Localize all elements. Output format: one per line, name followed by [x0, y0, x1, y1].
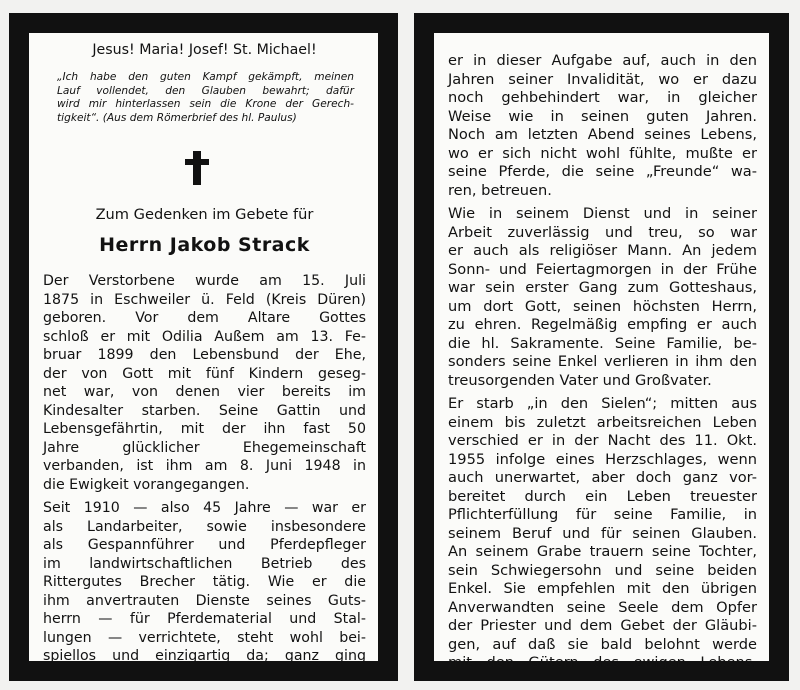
text-line: Rittergutes Brecher tätig. Wie er die — [43, 574, 366, 590]
text-line: Pflichterfüllung für seine Familie, in — [448, 506, 757, 523]
quote-line: tigkeit“. (Aus dem Römerbrief des hl. Paulus) — [57, 111, 297, 124]
quote-line: wird mir hinterlassen sein die Krone der Gerech- — [57, 98, 354, 110]
text-line: ren, betreuen. — [448, 181, 552, 199]
text-line: Sonn- und Feiertagmorgen in der Frühe — [448, 260, 757, 278]
text-line: Jahren seiner Invalidität, wo er dazu — [448, 70, 757, 88]
left-page — [29, 33, 378, 664]
text-line: die Ewigkeit vorangegangen. — [43, 476, 250, 493]
text-line: der von Gott mit fünf Kindern geseg- — [43, 365, 366, 382]
text-line: herrn — für Pferdematerial und Stal- — [43, 611, 366, 627]
text-line: als Landarbeiter, sowie insbesondere — [43, 518, 366, 535]
text-line: er in dieser Aufgabe auf, auch in den — [448, 52, 757, 69]
left-page-border — [9, 13, 398, 681]
text-line: war sein erster Gang zum Gotteshaus, — [448, 279, 757, 296]
text-line: zu ehren. Regelmäßig empfing er auch — [448, 316, 757, 333]
text-line: die hl. Sakramente. Seine Familie, be- — [448, 334, 757, 352]
text-line: bruar 1899 den Lebensbund der Ehe, — [43, 347, 366, 363]
text-line: bereitet durch ein Leben treuester — [448, 487, 757, 505]
quote-line: „Ich habe den guten Kampf gekämpft, meinen — [57, 71, 354, 83]
right-page — [434, 33, 769, 671]
text-line: Noch am letzten Abend seines Lebens, — [448, 126, 757, 143]
text-line: seine Pferde, die seine „Freunde“ wa- — [448, 163, 757, 180]
text-line: einem bis zuletzt arbeitsreichen Leben — [448, 413, 757, 431]
text-line: ihm anvertrauten Dienste seines Guts- — [43, 592, 366, 609]
text-line: Lebensgefährtin, mit der ihn fast 50 — [43, 421, 366, 437]
text-line: treusorgenden Vater und Großvater. — [448, 371, 712, 389]
text-line: auch unerwartet, aber doch ganz vor- — [448, 469, 757, 486]
text-line: spiellos und einzigartig da; ganz ging — [43, 648, 366, 664]
text-line: 1875 in Eschweiler ü. Feld (Kreis Düren) — [43, 291, 366, 308]
text-line: lungen — verrichtete, steht wohl bei- — [43, 629, 366, 646]
text-line: verschied er in der Nacht des 11. Okt. — [448, 432, 757, 449]
text-line: Seit 1910 — also 45 Jahre — war er — [43, 500, 366, 516]
text-line: Der Verstorbene wurde am 15. Juli — [43, 273, 366, 289]
text-line: verbanden, ist ihm am 8. Juni 1948 in — [43, 458, 366, 474]
text-line: sonders seine Enkel verlieren in ihm den — [448, 353, 757, 370]
text-line: gen, auf daß sie bald belohnt werde — [448, 635, 757, 653]
text-line: net war, von denen vier bereits im — [43, 384, 366, 400]
text-line: Arbeit zuverlässig und treu, so war — [448, 223, 757, 241]
text-line: 1955 infolge eines Herzschlages, wenn — [448, 450, 757, 468]
text-line: im landwirtschaftlichen Betrieb des — [43, 555, 366, 572]
text-line: um dort Gott, seinen höchsten Herrn, — [448, 297, 757, 315]
text-line: wo er sich nicht wohl fühlte, mußte er — [448, 144, 757, 162]
text-line: geboren. Vor dem Altare Gottes — [43, 310, 366, 326]
text-line: mit den Gütern des ewigen Lebens. — [448, 654, 757, 671]
text-line: sein Schwiegersohn und seine beiden — [448, 561, 757, 579]
invocation: Jesus! Maria! Josef! St. Michael! — [92, 42, 317, 58]
text-line: Anverwandten seine Seele dem Opfer — [448, 598, 757, 616]
text-line: Wie in seinem Dienst und in seiner — [448, 205, 757, 222]
text-line: Jahre glücklicher Ehegemeinschaft — [43, 439, 366, 456]
right-page-border — [414, 13, 789, 681]
text-line: schloß er mit Odilia Außem am 13. Fe- — [43, 328, 366, 345]
quote-line: Lauf vollendet, den Glauben bewahrt; dafür — [57, 84, 354, 97]
text-line: der Priester und dem Gebet der Gläubi- — [448, 617, 757, 634]
text-line: Kindesalter starben. Seine Gattin und — [43, 402, 366, 419]
text-line: als Gespannführer und Pferdepfleger — [43, 537, 366, 553]
text-line: er auch als religiöser Mann. An jedem — [448, 242, 757, 259]
text-line: noch gehbehindert war, in gleicher — [448, 89, 757, 106]
text-line: Weise wie in seinen guten Jahren. — [448, 107, 757, 125]
text-line: Enkel. Sie empfehlen mit den übrigen — [448, 580, 757, 597]
text-line: Er starb „in den Sielen“; mitten aus — [448, 395, 757, 412]
cross-icon — [185, 151, 209, 185]
text-line: An seinem Grabe trauern seine Tochter, — [448, 543, 757, 560]
deceased-name: Herrn Jakob Strack — [99, 234, 310, 256]
memorial-line: Zum Gedenken im Gebete für — [95, 206, 314, 223]
text-line: seinem Beruf und für seinen Glauben. — [448, 524, 757, 542]
